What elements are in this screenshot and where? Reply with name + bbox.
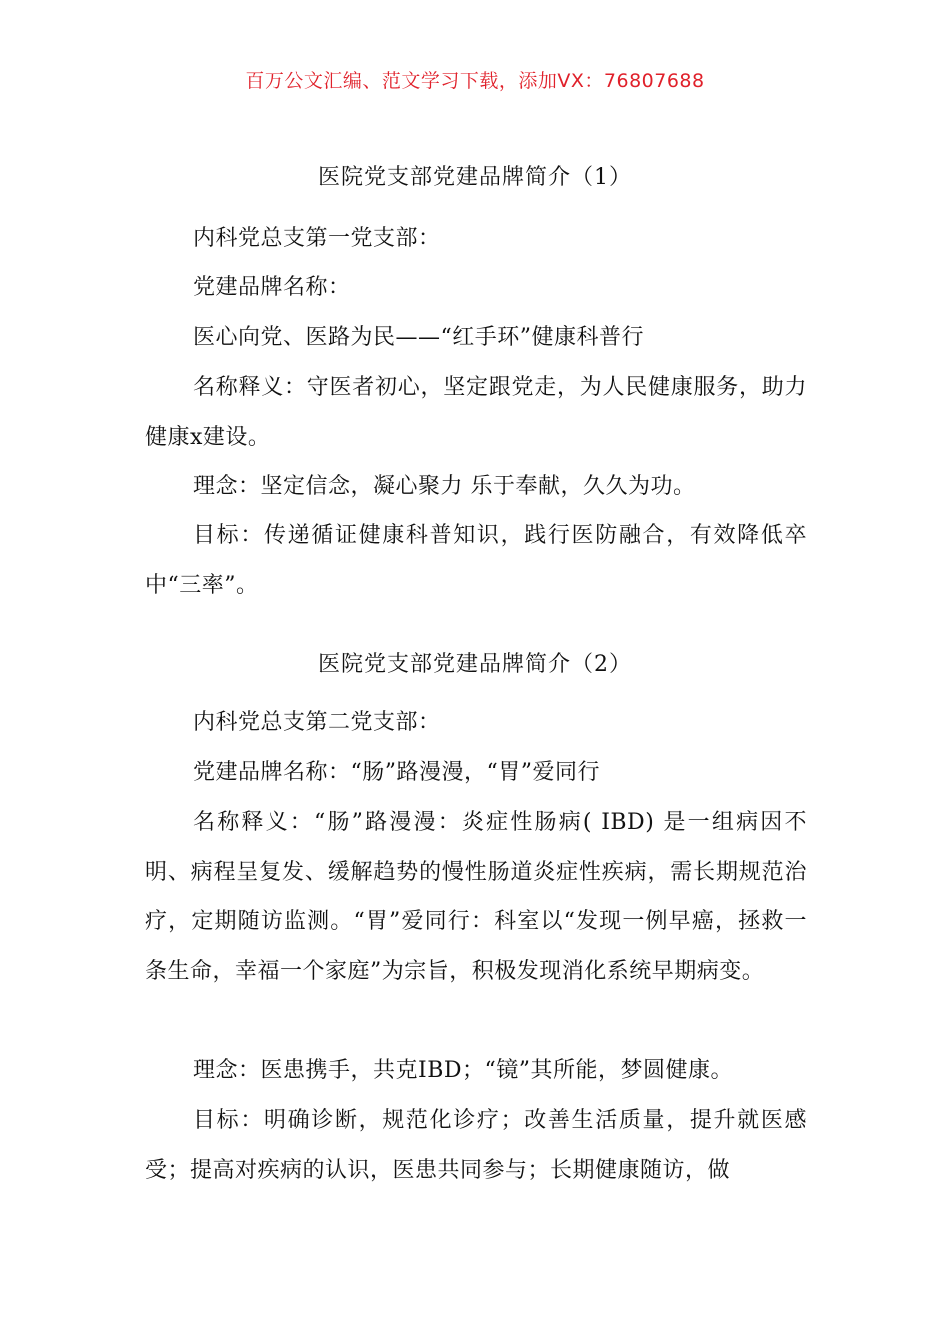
section1-brand-name: 医心向党、医路为民——“红手环”健康科普行 <box>193 325 644 350</box>
section1-title: 医院党支部党建品牌简介（1） <box>318 165 632 190</box>
section1-meaning: 名称释义：守医者初心，坚定跟党走，为人民健康服务，助力健康x建设。 <box>145 375 807 450</box>
section2-title: 医院党支部党建品牌简介（2） <box>318 652 632 677</box>
section2-goal: 目标：明确诊断，规范化诊疗；改善生活质量，提升就医感受；提高对疾病的认识，医患共同参与；长期健康随访，做 <box>145 1108 807 1183</box>
section1-brand-label: 党建品牌名称： <box>193 275 351 300</box>
header-banner: 百万公文汇编、范文学习下载，添加VX：76807688 <box>245 70 705 92</box>
section1-concept: 理念：坚定信念，凝心聚力 乐于奉献，久久为功。 <box>193 474 696 499</box>
section1-branch: 内科党总支第一党支部： <box>193 226 441 251</box>
section2-meaning: 名称释义：“肠”路漫漫：炎症性肠病( IBD) 是一组病因不明、病程呈复发、缓解趋势的慢性肠道炎症性疾病，需长期规范治疗，定期随访监测。“胃”爱同行：科室以“发现一例早癌，拯救一条生命，幸福一个家庭”为宗旨，积极发现消化系统早期病变。 <box>145 810 807 984</box>
section2-brand-name: 党建品牌名称：“肠”路漫漫，“胃”爱同行 <box>193 760 600 785</box>
section2-concept: 理念：医患携手，共克IBD；“镜”其所能，梦圆健康。 <box>193 1058 733 1083</box>
section1-goal: 目标：传递循证健康科普知识，践行医防融合，有效降低卒中“三率”。 <box>145 523 807 598</box>
section2-branch: 内科党总支第二党支部： <box>193 710 441 735</box>
